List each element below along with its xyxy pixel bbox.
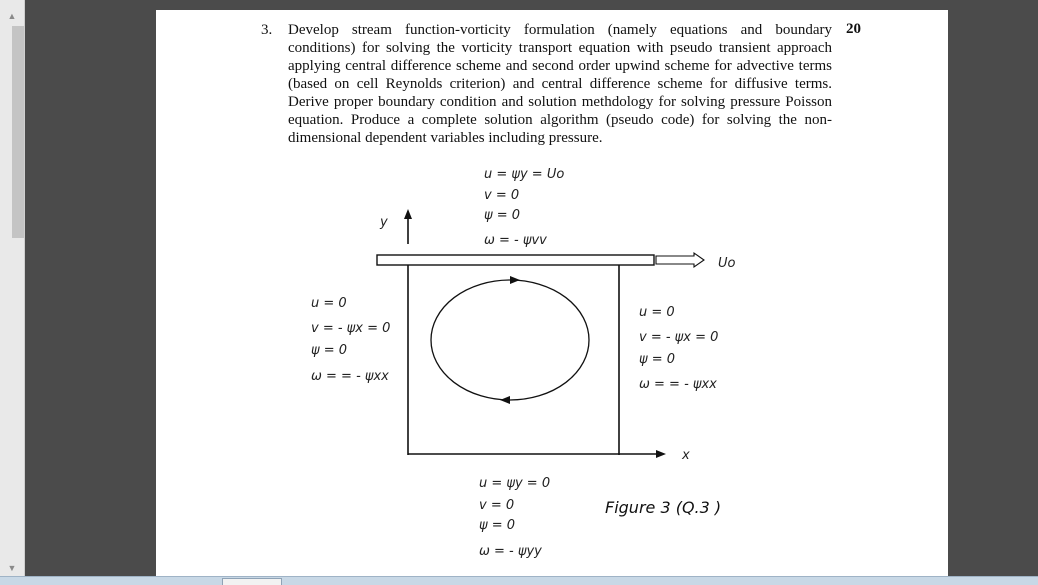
vortex-ellipse — [431, 280, 589, 400]
question-marks: 20 — [846, 21, 861, 37]
lid-velocity-arrow-icon — [656, 253, 704, 267]
question-line: Derive proper boundary condition and solution methdology for solving pressure Poisson — [288, 94, 832, 110]
bottom-bc-4: ω = - ψyy — [479, 544, 542, 559]
right-bc-4: ω = = - ψxx — [639, 377, 717, 392]
document-page — [156, 10, 948, 580]
figure-caption: Figure 3 (Q.3 ) — [605, 498, 722, 517]
top-bc-4: ω = - ψvv — [484, 233, 547, 248]
left-bc-1: u = 0 — [311, 296, 347, 311]
right-bc-1: u = 0 — [639, 305, 675, 320]
question-line: (based on cell Reynolds criterion) and central difference scheme for diffusive terms. — [288, 76, 832, 92]
right-bc-3: ψ = 0 — [639, 352, 676, 367]
question-number: 3. — [261, 22, 273, 38]
question-line: applying central difference scheme and second order upwind scheme for advective terms — [288, 58, 832, 74]
scroll-up-icon[interactable]: ▲ — [7, 11, 17, 21]
top-bc-1: u = ψy = Uo — [484, 167, 565, 182]
question-line: conditions) for solving the vorticity transport equation with pseudo transient approach — [288, 40, 832, 56]
question-line: dimensional dependent variables including pressure. — [288, 130, 603, 146]
y-axis-arrow-icon — [404, 209, 412, 219]
cavity-figure — [156, 10, 948, 580]
bottom-bc-1: u = ψy = 0 — [479, 476, 551, 491]
x-axis-arrow-icon — [656, 450, 666, 458]
top-bc-3: ψ = 0 — [484, 208, 521, 223]
scroll-down-icon[interactable]: ▼ — [7, 563, 17, 573]
vortex-arrow-bottom-icon — [500, 396, 510, 404]
x-axis-label: x — [682, 448, 690, 463]
lid-velocity-label: Uo — [718, 256, 736, 271]
moving-lid — [377, 255, 654, 265]
y-axis-label: y — [380, 215, 388, 230]
left-bc-4: ω = = - ψxx — [311, 369, 389, 384]
top-bc-2: v = 0 — [484, 188, 520, 203]
scroll-thumb[interactable] — [12, 26, 24, 238]
bottom-bc-3: ψ = 0 — [479, 518, 516, 533]
vertical-scrollbar[interactable] — [0, 0, 25, 584]
bottom-bc-2: v = 0 — [479, 498, 515, 513]
vortex-arrow-top-icon — [510, 276, 520, 284]
left-bc-3: ψ = 0 — [311, 343, 348, 358]
right-bc-2: v = - ψx = 0 — [639, 330, 719, 345]
question-line: equation. Produce a complete solution algorithm (pseudo code) for solving the non- — [288, 112, 832, 128]
left-bc-2: v = - ψx = 0 — [311, 321, 391, 336]
question-line: Develop stream function-vorticity formulation (namely equations and boundary — [288, 22, 832, 38]
